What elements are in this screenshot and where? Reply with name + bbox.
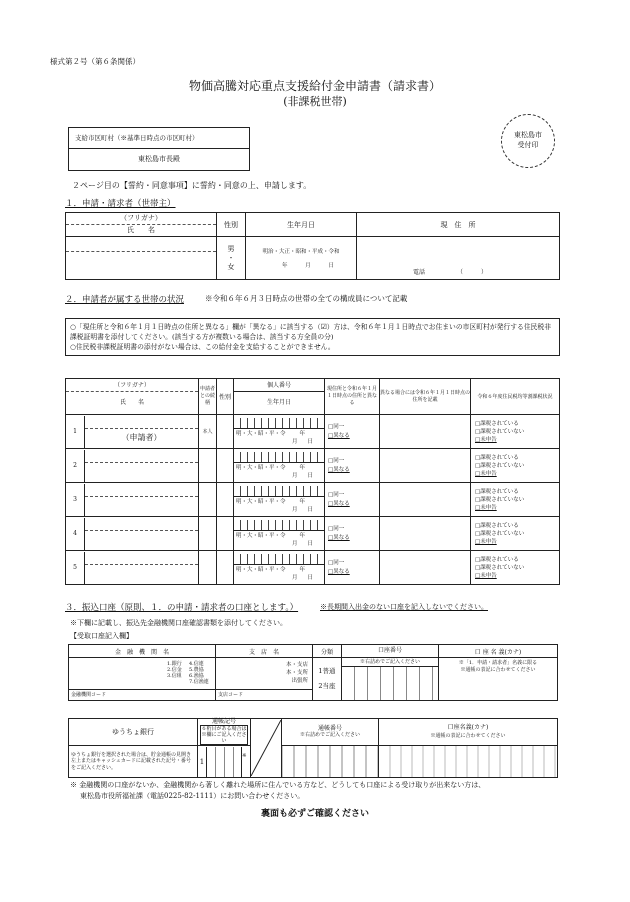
- birth-month: 月: [292, 575, 298, 581]
- tax-option-undeclared[interactable]: □未申告: [475, 470, 497, 477]
- hh-samediff-cell[interactable]: [325, 449, 380, 483]
- tax-option-nontaxed[interactable]: □課税されていない: [475, 564, 525, 571]
- holder-note-1: ※「1．申請・請求者」名義に限る: [458, 660, 538, 666]
- account-note: ※右詰めでご記入ください: [342, 658, 438, 667]
- table-row: [66, 483, 560, 517]
- birth-month: 月: [292, 541, 298, 547]
- bank-type-4[interactable]: 4.信連: [189, 660, 204, 667]
- tax-option-taxed[interactable]: □課税されている: [475, 488, 519, 495]
- hh-tax-header: 令和６年度住民税均等割課税状況: [471, 379, 560, 415]
- branch-type-1[interactable]: 本・支店: [285, 661, 308, 668]
- branch-cell[interactable]: [216, 658, 313, 701]
- birth-eras: 明・大・昭・平・令: [236, 567, 286, 573]
- hh-relation-cell: 本人: [199, 415, 217, 449]
- gender-cell[interactable]: [217, 237, 246, 280]
- birth-month: 月: [292, 439, 298, 445]
- tax-option-nontaxed[interactable]: □課税されていない: [475, 462, 525, 469]
- footer-note-1: ※ 金融機関の口座がないか、金融機関から著しく離れた場所に住んでいる方など、どうしても口座による受け取りが出来ない方は、: [70, 781, 486, 789]
- row-number: 3: [66, 484, 85, 516]
- reception-stamp: [501, 114, 555, 168]
- applicant-name-cell[interactable]: [66, 237, 217, 280]
- row-number: 2: [66, 450, 85, 482]
- birthdate-header: 生年月日: [246, 213, 357, 237]
- tax-option-nontaxed[interactable]: □課税されていない: [475, 428, 525, 435]
- category-current[interactable]: 2当座: [318, 682, 336, 690]
- kigo-label: 通帳記号: [211, 718, 236, 725]
- same-checkbox[interactable]: □同一: [328, 559, 345, 566]
- different-checkbox[interactable]: □異なる: [328, 500, 350, 507]
- hh-diffaddr-cell[interactable]: [380, 415, 471, 449]
- tax-option-taxed[interactable]: □課税されている: [475, 522, 519, 529]
- section2-heading-main: ２．申請者が属する世帯の状況: [65, 295, 185, 305]
- hh-gender-cell[interactable]: [217, 415, 234, 449]
- different-checkbox[interactable]: □異なる: [328, 534, 350, 541]
- section1-heading: １．申請・請求者（世帯主）: [65, 199, 176, 209]
- hh-relation-cell[interactable]: [199, 517, 217, 551]
- same-checkbox[interactable]: □同一: [328, 525, 345, 532]
- same-checkbox[interactable]: □同一: [328, 491, 345, 498]
- table-row: [66, 517, 560, 551]
- phone-label: 電話: [413, 269, 426, 276]
- different-checkbox[interactable]: □異なる: [328, 432, 350, 439]
- section3-heading: ３．振込口座（原則、１．の申請・請求者の口座とします。）: [65, 603, 299, 613]
- hh-number-cell[interactable]: [234, 517, 325, 551]
- tax-option-undeclared[interactable]: □未申告: [475, 436, 497, 443]
- year-label: 年: [282, 263, 288, 269]
- branch-code-label: 支店コード: [216, 689, 312, 700]
- male-option[interactable]: 男: [227, 244, 235, 253]
- hh-name-cell[interactable]: [66, 415, 199, 449]
- kigo-cell[interactable]: [198, 746, 251, 778]
- section2-heading: [65, 293, 184, 305]
- kigo-prefix: 1: [198, 747, 207, 777]
- hh-diffaddr-cell[interactable]: [380, 517, 471, 551]
- branch-type-3[interactable]: 出張所: [291, 677, 308, 684]
- tax-option-taxed[interactable]: □課税されている: [475, 454, 519, 461]
- same-checkbox[interactable]: □同一: [328, 423, 345, 430]
- holder-cell[interactable]: [439, 658, 558, 701]
- kigo-header: [198, 719, 251, 746]
- holder-header: 口 座 名 義(カナ): [439, 645, 558, 658]
- address-cell[interactable]: [357, 237, 560, 280]
- tax-option-undeclared[interactable]: □未申告: [475, 504, 497, 511]
- tsucho-no-header: [282, 719, 379, 746]
- account-no-label: 口座番号: [377, 647, 402, 654]
- row-number: 1: [66, 416, 85, 448]
- birth-year: 年: [299, 465, 306, 471]
- hh-relation-cell[interactable]: [199, 449, 217, 483]
- page-title: 物価高騰対応重点支援給付金申請書（請求書）: [188, 79, 441, 93]
- birth-day: 日: [307, 507, 314, 513]
- table-row: [66, 415, 560, 449]
- birth-year: 年: [299, 499, 306, 505]
- hh-tax-cell[interactable]: [471, 449, 560, 483]
- tsucho-no-cell[interactable]: [282, 746, 379, 778]
- hh-samediff-header: 現住所と令和６年１月１日時点の住所と異なる: [325, 379, 380, 415]
- era-options: 明治・大正・昭和・平成・令和: [262, 249, 340, 255]
- birth-year: 年: [299, 533, 306, 539]
- address-header: 現 住 所: [357, 213, 560, 237]
- birth-day: 日: [307, 575, 314, 581]
- branch-header: 支 店 名: [216, 645, 313, 658]
- bank-type-3[interactable]: 3.信組: [167, 672, 182, 679]
- furigana-name-header: [66, 213, 217, 237]
- day-label: 日: [328, 263, 335, 269]
- row-number: 5: [66, 552, 85, 584]
- section2-heading-note: ※令和６年６月３日時点の世帯の全ての構成員について記載: [205, 294, 408, 303]
- tax-option-taxed[interactable]: □課税されている: [475, 420, 519, 427]
- account-no-cell[interactable]: [342, 658, 439, 701]
- category-ordinary[interactable]: 1普通: [318, 667, 336, 675]
- table-row: [66, 551, 560, 585]
- bank-type-7[interactable]: 7.信漁連: [189, 678, 209, 685]
- different-checkbox[interactable]: □異なる: [328, 568, 350, 575]
- phone-field[interactable]: （ ）: [456, 269, 487, 276]
- yucho-note: ゆうちょ銀行を選択された場合は、貯金通帳の見開き左上またはキャッシュカードに記載された記号・番号をご記入ください。: [69, 746, 198, 778]
- yucho-divider: [251, 719, 282, 778]
- hh-name-cell[interactable]: [66, 517, 199, 551]
- bank-name-header: 金 融 機 関 名: [69, 645, 216, 658]
- bank-type-6[interactable]: 6.漁協: [189, 672, 204, 679]
- tax-option-taxed[interactable]: □課税されている: [475, 556, 519, 563]
- hh-name-cell[interactable]: [66, 483, 199, 517]
- household-table: [65, 378, 560, 585]
- hh-tax-cell[interactable]: [471, 517, 560, 551]
- hh-number: 個人番号: [234, 380, 324, 392]
- birthdate-cell[interactable]: [246, 237, 357, 280]
- yucho-header: ゆうちょ銀行: [69, 719, 198, 746]
- household-note-2: ○住民税非課税証明書の添付がない場合は、この給付金を支給することができません。: [70, 343, 335, 351]
- hh-tax-cell[interactable]: [471, 483, 560, 517]
- branch-type-2[interactable]: 本・支所: [285, 669, 308, 676]
- hh-relation-header: 申請者との続柄: [199, 379, 217, 415]
- section3-instruction: ※下欄に記載し、振込先金融機関口座確認書類を添付してください。: [70, 619, 287, 627]
- birth-day: 日: [307, 439, 314, 445]
- municipality-label: 支給市区町村（※基準日時点の市区町村）: [69, 128, 249, 149]
- holder2-cell[interactable]: [379, 746, 558, 778]
- different-checkbox[interactable]: □異なる: [328, 466, 350, 473]
- household-notes: [65, 318, 560, 356]
- birth-year: 年: [299, 567, 306, 573]
- hh-samediff-cell[interactable]: [325, 517, 380, 551]
- hh-tax-cell[interactable]: [471, 415, 560, 449]
- applicant-marker: （申請者）: [121, 432, 162, 442]
- hh-name-cell[interactable]: [66, 449, 199, 483]
- gender-header: 性別: [217, 213, 246, 237]
- footer-note-2: 東松島市役所福祉課（電話0225-82-1111）にお問い合わせください。: [80, 792, 305, 800]
- birth-month: 月: [292, 473, 298, 479]
- intro-text: ２ページ目の【誓約・同意事項】に誓約・同意の上、申請します。: [72, 181, 312, 190]
- hh-relation-cell[interactable]: [199, 483, 217, 517]
- birth-day: 日: [307, 473, 314, 479]
- hh-number-header: [234, 379, 325, 415]
- back-notice: 裏面も必ずご確認ください: [260, 809, 369, 819]
- yucho-table: [68, 718, 558, 778]
- birth-eras: 明・大・昭・平・令: [236, 499, 286, 505]
- bank-table: [68, 644, 558, 701]
- birth-month: 月: [292, 507, 298, 513]
- tax-option-nontaxed[interactable]: □課税されていない: [475, 530, 525, 537]
- name-label: 氏 名: [127, 226, 155, 234]
- page-subtitle: (非課税世帯): [283, 95, 347, 108]
- hh-number-cell[interactable]: [234, 483, 325, 517]
- hh-gender-cell[interactable]: [217, 449, 234, 483]
- birth-eras: 明・大・昭・平・令: [236, 465, 286, 471]
- applicant-table: [65, 212, 560, 280]
- birth-eras: 明・大・昭・平・令: [236, 431, 286, 437]
- bank-type-5[interactable]: 5.農協: [189, 666, 204, 673]
- hh-name-cell[interactable]: [66, 551, 199, 585]
- category-header: 分類: [313, 645, 342, 658]
- hh-name: 氏 名: [119, 398, 144, 406]
- bank-name-cell[interactable]: [69, 658, 216, 701]
- female-option[interactable]: 女: [227, 262, 235, 271]
- gender-dot: ・: [227, 253, 235, 262]
- hh-samediff-cell[interactable]: [325, 483, 380, 517]
- hh-diffaddr-header: 異なる場合には令和６年１月１日時点の住所を記載: [380, 379, 471, 415]
- tsucho-no-note: ※右詰めでご記入ください: [299, 732, 360, 738]
- hh-number-cell[interactable]: [234, 415, 325, 449]
- hh-tax-cell[interactable]: [471, 551, 560, 585]
- hh-samediff-cell[interactable]: [325, 415, 380, 449]
- tax-option-undeclared[interactable]: □未申告: [475, 538, 497, 545]
- hh-relation-cell[interactable]: [199, 551, 217, 585]
- kigo-mark: ※: [241, 747, 250, 777]
- birth-eras: 明・大・昭・平・令: [236, 533, 286, 539]
- hh-furigana: （フリガナ）: [66, 380, 198, 392]
- category-cell[interactable]: [313, 658, 342, 701]
- stamp-line2: 受付印: [517, 141, 539, 149]
- stamp-line1: 東松島市: [514, 131, 542, 139]
- hh-gender-cell[interactable]: [217, 517, 234, 551]
- month-label: 月: [305, 263, 311, 269]
- holder2-label: 口座名義(カナ): [447, 724, 489, 731]
- hh-gender-header: 性別: [217, 379, 234, 415]
- hh-diffaddr-cell[interactable]: [380, 449, 471, 483]
- hh-gender-cell[interactable]: [217, 483, 234, 517]
- kigo-note: ６桁目がある場合は※欄にご記入ください: [201, 726, 247, 744]
- tsucho-no-label: 通帳番号: [317, 725, 342, 732]
- same-checkbox[interactable]: □同一: [328, 457, 345, 464]
- household-note-1: ○「現住所と令和６年１月１日時点の住所と異なる」欄が「異なる」に該当する（☑）方は、令和６年１月１日時点でお住まいの市区町村が発行する住民税非課税証明書を添付してください。(該当する方が複数いる場合は、該当する方全員の分): [70, 323, 552, 341]
- holder-note-2: ※通帳の表記に合わせてください: [460, 667, 536, 673]
- section3-heading-note: ※長期間入出金のない口座を記入しないでください。: [320, 603, 488, 611]
- bank-section-label: 【受取口座記入欄】: [70, 632, 133, 640]
- bank-type-2[interactable]: 2.信金: [167, 666, 182, 673]
- form-number: 様式第２号（第６条関係）: [50, 57, 140, 66]
- hh-diffaddr-cell[interactable]: [380, 483, 471, 517]
- table-row: [66, 449, 560, 483]
- tax-option-undeclared[interactable]: □未申告: [475, 572, 497, 579]
- hh-diffaddr-cell[interactable]: [380, 551, 471, 585]
- holder2-header: [379, 719, 558, 746]
- row-number: 4: [66, 518, 85, 550]
- birth-day: 日: [307, 541, 314, 547]
- birth-year: 年: [299, 431, 306, 437]
- hh-number-cell[interactable]: [234, 551, 325, 585]
- bank-code-label: 金融機関コード: [69, 689, 215, 700]
- hh-number-cell[interactable]: [234, 449, 325, 483]
- municipality-box: [68, 127, 250, 171]
- hh-gender-cell[interactable]: [217, 551, 234, 585]
- holder2-note: ※通帳の表記に合わせてください: [430, 733, 506, 739]
- account-header: [342, 645, 439, 658]
- hh-birth: 生年月日: [266, 398, 291, 406]
- hh-samediff-cell[interactable]: [325, 551, 380, 585]
- hh-name-header: [66, 379, 199, 415]
- bank-type-1[interactable]: 1.銀行: [167, 660, 182, 667]
- tax-option-nontaxed[interactable]: □課税されていない: [475, 496, 525, 503]
- furigana-label: （フリガナ）: [66, 213, 216, 225]
- municipality-value: 東松島市長殿: [138, 155, 180, 163]
